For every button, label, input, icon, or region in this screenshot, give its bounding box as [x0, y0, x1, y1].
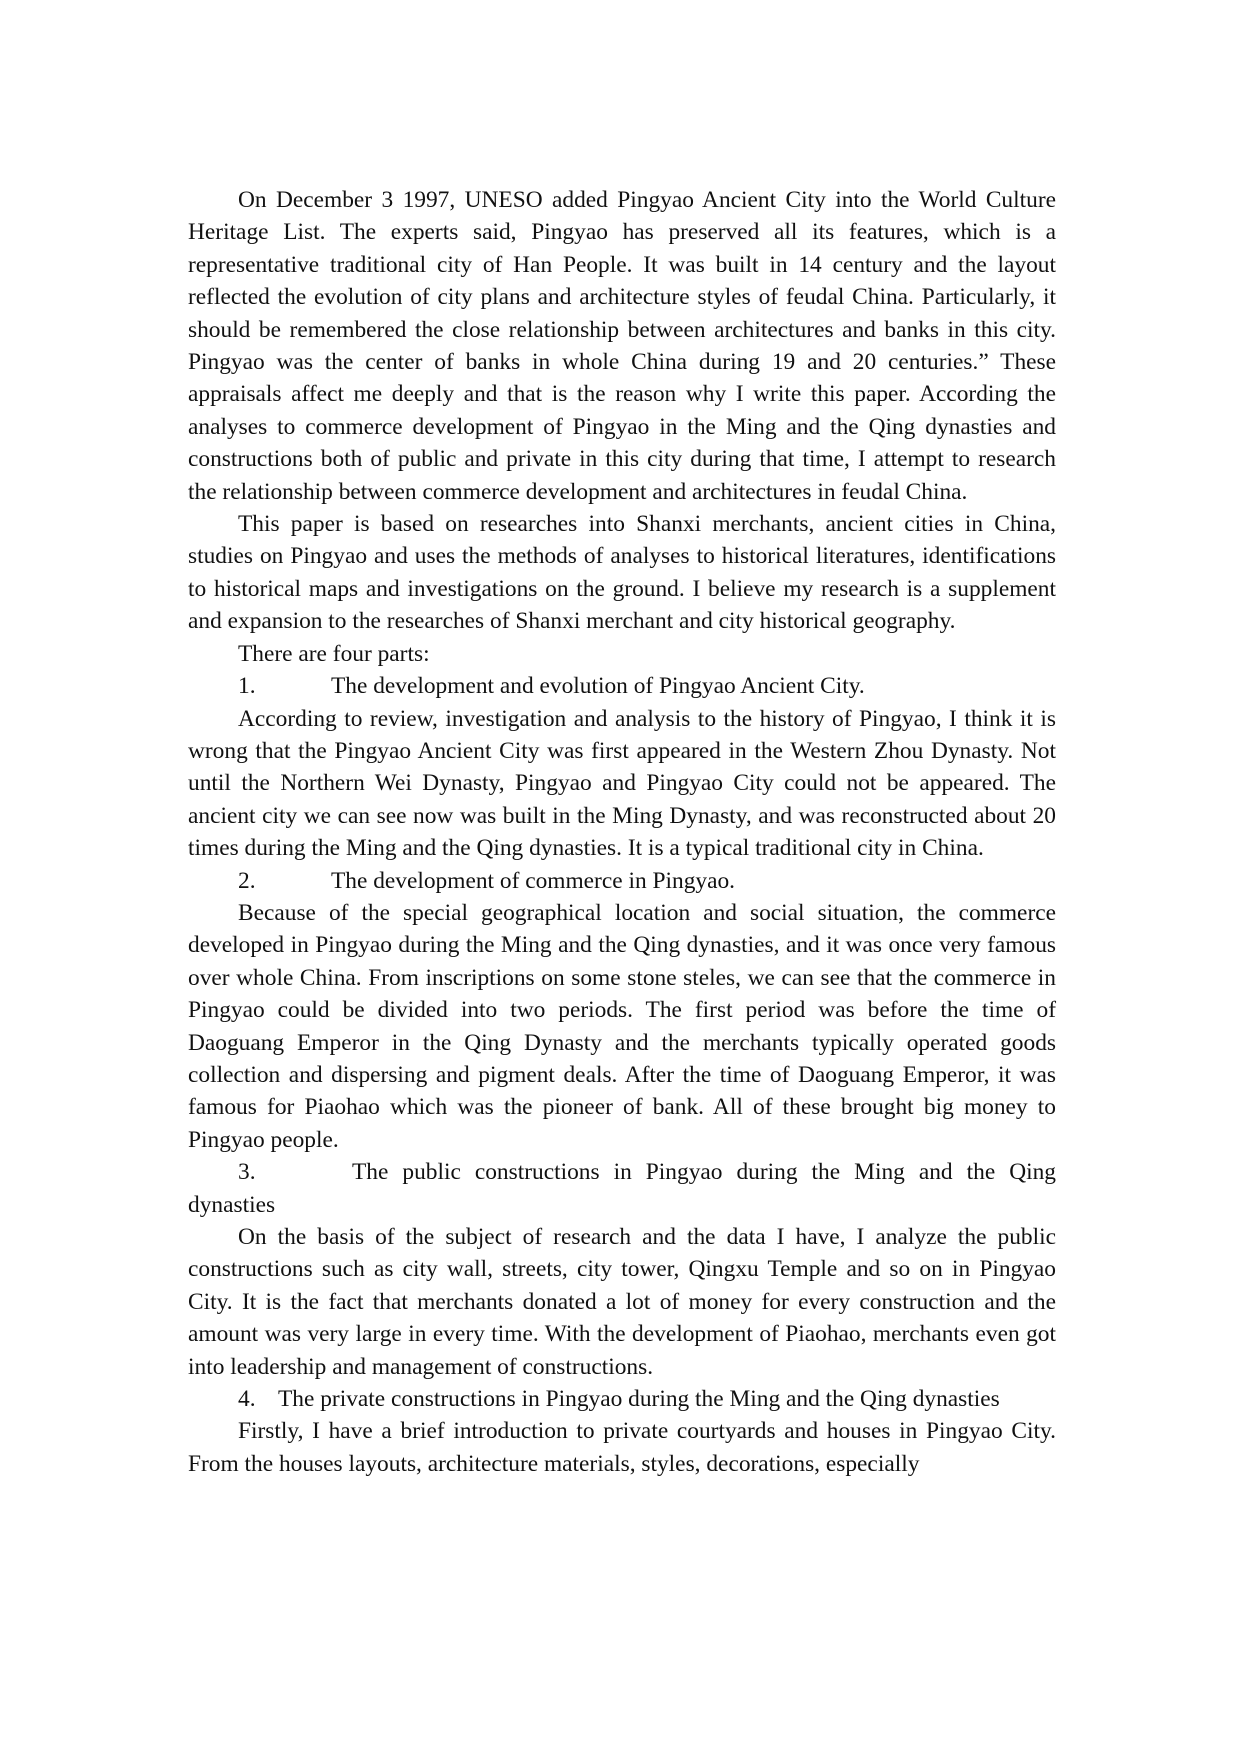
paragraph-method: This paper is based on researches into Shanxi merchants, ancient cities in China, studies on Pingyao and uses the methods of analyses to historical literatures, identifications to historical maps and investigations on the ground. I believe my research is a supplement and expansion to the researches of Shanxi merchant and city historical geography.	[188, 511, 1056, 635]
list-item-part-4	[188, 1383, 1056, 1415]
list-title: The public constructions in Pingyao during the Ming and the Qing dynasties	[188, 1159, 1056, 1218]
body-text	[188, 184, 1056, 1480]
paragraph-part-4: Firstly, I have a brief introduction to private courtyards and houses in Pingyao City. From the houses layouts, architecture materials, styles, decorations, especially	[188, 1418, 1056, 1477]
list-number: 1.	[238, 673, 256, 700]
list-item-part-1	[188, 670, 1056, 702]
paragraph-parts-intro: There are four parts:	[238, 640, 430, 667]
paragraph-intro: On December 3 1997, UNESO added Pingyao Ancient City into the World Culture Heritage List. The experts said, Pingyao has preserved all its features, which is a representative traditional city of Han People. It was built in 14 century and the layout reflected the evolution of city plans and architecture styles of feudal China. Particularly, it should be remembered the close relationship between architectures and banks in this city. Pingyao was the center of banks in whole China during 19 and 20 centuries.” These appraisals affect me deeply and that is the reason why I write this paper. According the analyses to commerce development of Pingyao in the Ming and the Qing dynasties and constructions both of public and private in this city during that time, I attempt to research the relationship between commerce development and architectures in feudal China.	[188, 187, 1056, 505]
list-number: 4.	[238, 1386, 256, 1413]
list-title: The private constructions in Pingyao during the Ming and the Qing dynasties	[278, 1386, 1000, 1413]
list-item-part-2	[188, 865, 1056, 897]
list-number: 3.	[238, 1159, 256, 1186]
paragraph-part-2: Because of the special geographical location and social situation, the commerce developed in Pingyao during the Ming and the Qing dynasties, and it was once very famous over whole China. From inscriptions on some stone steles, we can see that the commerce in Pingyao could be divided into two periods. The first period was before the time of Daoguang Emperor in the Qing Dynasty and the merchants typically operated goods collection and dispersing and pigment deals. After the time of Daoguang Emperor, it was famous for Piaohao which was the pioneer of bank. All of these brought big money to Pingyao people.	[188, 899, 1056, 1153]
list-item-part-3	[188, 1156, 1056, 1221]
paragraph-part-3: On the basis of the subject of research and the data I have, I analyze the public constructions such as city wall, streets, city tower, Qingxu Temple and so on in Pingyao City. It is the fact that merchants donated a lot of money for every construction and the amount was very large in every time. With the development of Piaohao, merchants even got into leadership and management of constructions.	[188, 1224, 1056, 1380]
list-title: The development and evolution of Pingyao Ancient City.	[331, 673, 865, 700]
list-title: The development of commerce in Pingyao.	[331, 867, 736, 894]
paragraph-part-1: According to review, investigation and analysis to the history of Pingyao, I think it is wrong that the Pingyao Ancient City was first appeared in the Western Zhou Dynasty. Not until the Northern Wei Dynasty, Pingyao and Pingyao City could not be appeared. The ancient city we can see now was built in the Ming Dynasty, and was reconstructed about 20 times during the Ming and the Qing dynasties. It is a typical traditional city in China.	[188, 705, 1056, 862]
list-number: 2.	[238, 867, 256, 894]
